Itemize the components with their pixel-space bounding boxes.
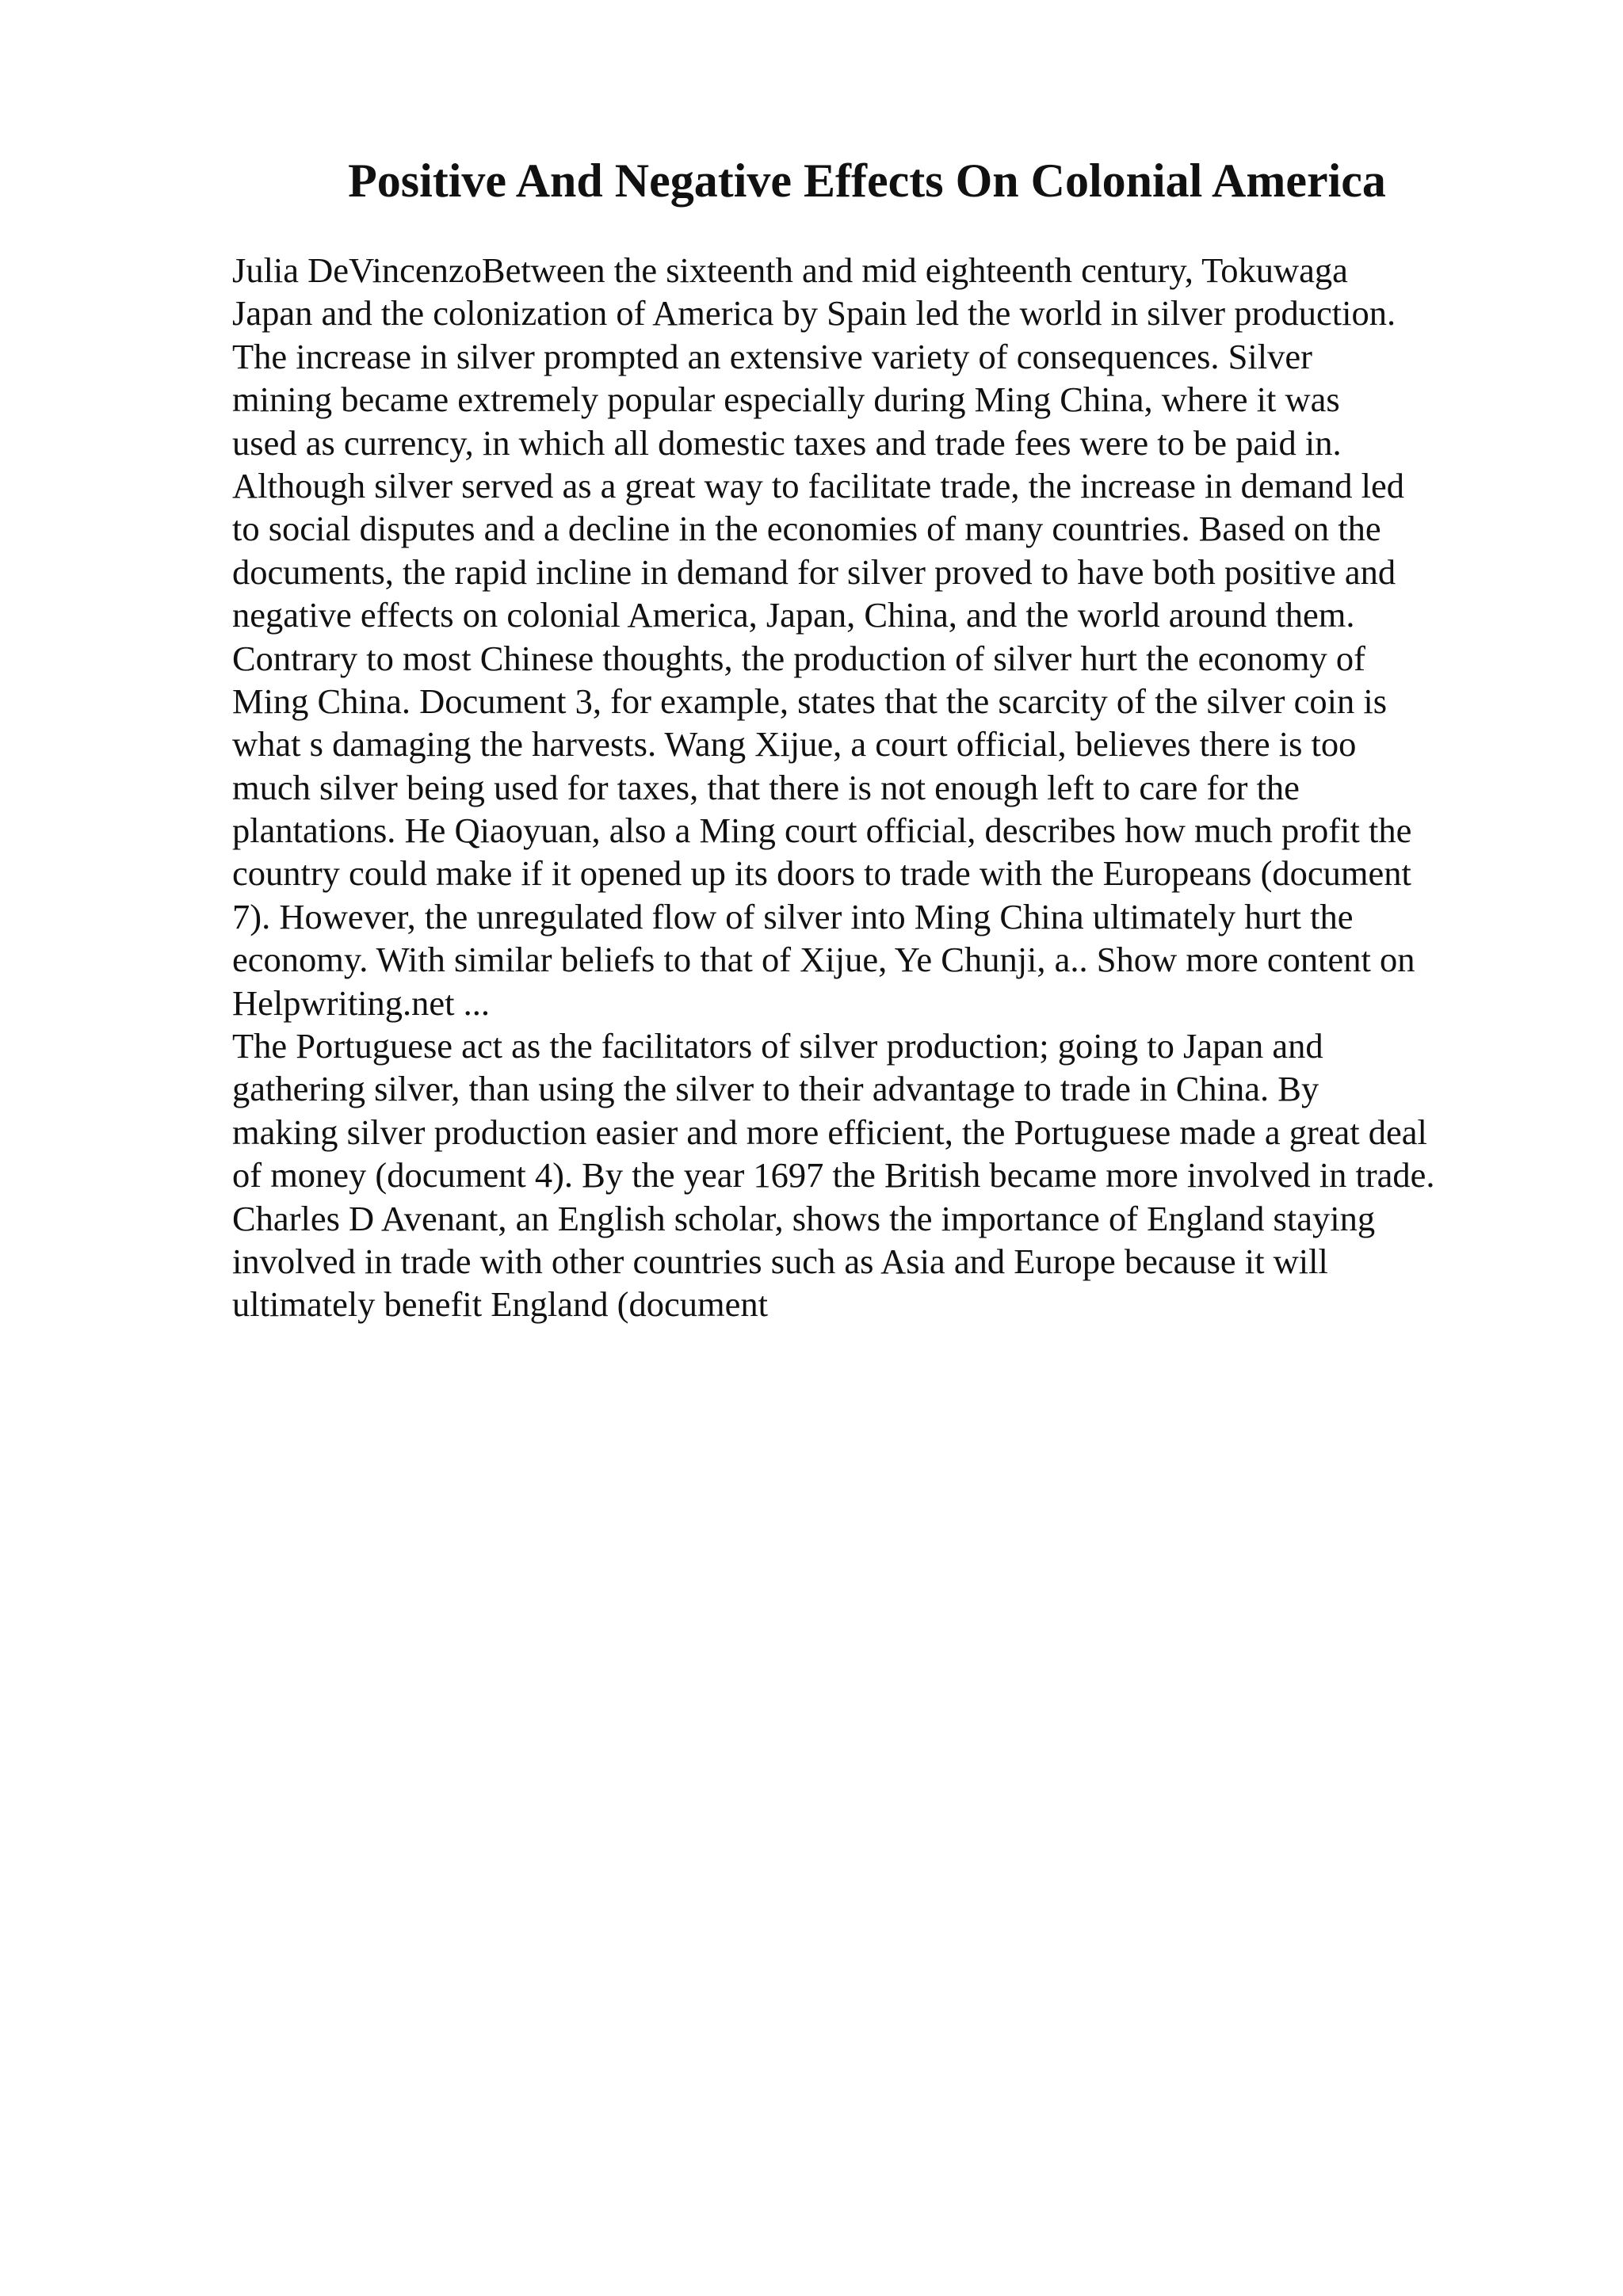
body-line: gathering silver, than using the silver to their advantage to trade in China. By: [232, 1069, 1319, 1109]
body-line: country could make if it opened up its doors to trade with the Europeans (document: [232, 853, 1411, 894]
body-line: Ming China. Document 3, for example, states that the scarcity of the silver coin is: [232, 681, 1388, 721]
body-line: Julia DeVincenzoBetween the sixteenth and mid eighteenth century, Tokuwaga: [232, 250, 1348, 290]
body-line: plantations. He Qiaoyuan, also a Ming court official, describes how much profit the: [232, 810, 1412, 851]
body-line: of money (document 4). By the year 1697 the British became more involved in trade.: [232, 1155, 1435, 1196]
body-line: economy. With similar beliefs to that of Xijue, Ye Chunji, a.. Show more content on: [232, 940, 1415, 980]
body-line: Contrary to most Chinese thoughts, the production of silver hurt the economy of: [232, 638, 1365, 678]
body-line: The Portuguese act as the facilitators of silver production; going to Japan and: [232, 1026, 1323, 1066]
document-title: Positive And Negative Effects On Colonial America: [348, 154, 1386, 207]
body-line: documents, the rapid incline in demand for silver proved to have both positive and: [232, 551, 1396, 592]
body-line: Helpwriting.net ...: [232, 982, 491, 1023]
document-body: [232, 249, 1500, 1326]
body-line: Japan and the colonization of America by Spain led the world in silver production.: [232, 293, 1396, 334]
body-line: negative effects on colonial America, Japan, China, and the world around them.: [232, 595, 1355, 635]
body-line: much silver being used for taxes, that there is not enough left to care for the: [232, 767, 1300, 807]
body-line: involved in trade with other countries such as Asia and Europe because it will: [232, 1241, 1328, 1281]
body-line: mining became extremely popular especially during Ming China, where it was: [232, 379, 1340, 420]
body-line: to social disputes and a decline in the economies of many countries. Based on the: [232, 509, 1381, 549]
body-line: 7). However, the unregulated flow of silver into Ming China ultimately hurt the: [232, 896, 1354, 936]
body-line: what s damaging the harvests. Wang Xijue, a court official, believes there is too: [232, 724, 1357, 765]
body-line: Charles D Avenant, an English scholar, shows the importance of England staying: [232, 1198, 1376, 1238]
body-line: Although silver served as a great way to facilitate trade, the increase in demand led: [232, 465, 1405, 505]
body-line: The increase in silver prompted an extensive variety of consequences. Silver: [232, 336, 1312, 376]
body-line: ultimately benefit England (document: [232, 1284, 768, 1325]
body-line: used as currency, in which all domestic taxes and trade fees were to be paid in.: [232, 422, 1342, 463]
body-line: making silver production easier and more efficient, the Portuguese made a great deal: [232, 1112, 1427, 1152]
